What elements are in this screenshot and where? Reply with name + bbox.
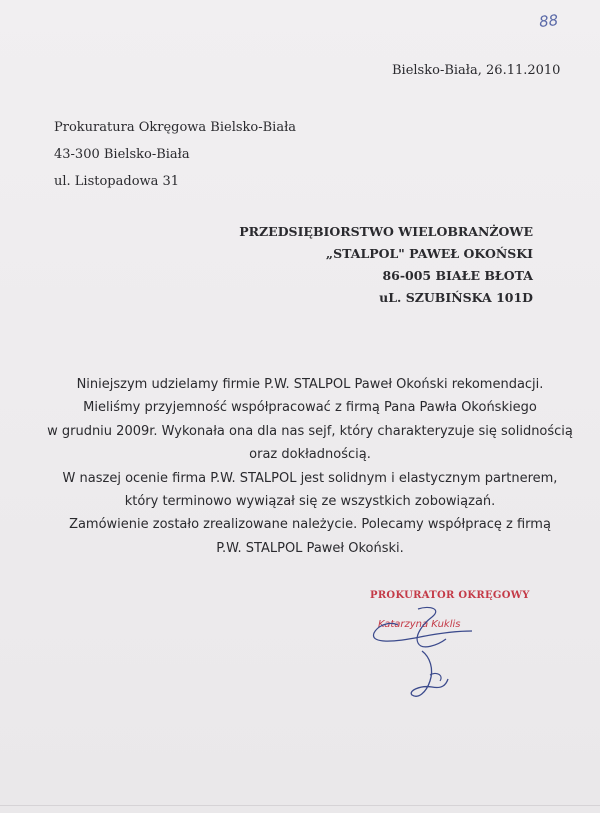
letter-body: [30, 373, 590, 560]
recipient-block: [239, 221, 533, 309]
handwritten-page-number: 88: [538, 11, 559, 31]
body-line: który terminowo wywiązał się ze wszystkich zobowiązań.: [124, 494, 496, 510]
recipient-company: PRZEDSIĘBIORSTWO WIELOBRANŻOWE: [239, 224, 533, 239]
body-line: oraz dokładnością.: [249, 447, 371, 463]
page-bottom-edge: [0, 805, 600, 806]
sender-postcode: 43-300 Bielsko-Biała: [54, 147, 190, 162]
recipient-postcode: 86-005 BIAŁE BŁOTA: [382, 268, 533, 283]
handwritten-signature: [360, 595, 490, 705]
stamp-title: PROKURATOR OKRĘGOWY: [370, 590, 530, 601]
recipient-street: uL. SZUBIŃSKA 101D: [379, 290, 533, 305]
body-line: w grudniu 2009r. Wykonała ona dla nas sejf, który charakteryzuje się solidnością: [47, 423, 573, 439]
body-line: Mieliśmy przyjemność współpracować z firmą Pana Pawła Okońskiego: [83, 400, 537, 416]
body-line: Zamówienie zostało zrealizowane należycie. Polecamy współpracę z firmą: [69, 517, 551, 533]
sender-name: Prokuratura Okręgowa Bielsko-Biała: [54, 120, 297, 135]
stamp-name: Katarzyna Kuklis: [378, 619, 461, 630]
sender-street: ul. Listopadowa 31: [54, 174, 180, 189]
body-line: W naszej ocenie firma P.W. STALPOL jest solidnym i elastycznym partnerem,: [62, 470, 558, 486]
recipient-owner: „STALPOL" PAWEŁ OKOŃSKI: [325, 246, 533, 261]
body-line: Niniejszym udzielamy firmie P.W. STALPOL Paweł Okoński rekomendacji.: [76, 377, 544, 392]
body-line: P.W. STALPOL Paweł Okoński.: [216, 540, 404, 556]
date-line: Bielsko-Biała, 26.11.2010: [392, 63, 561, 78]
